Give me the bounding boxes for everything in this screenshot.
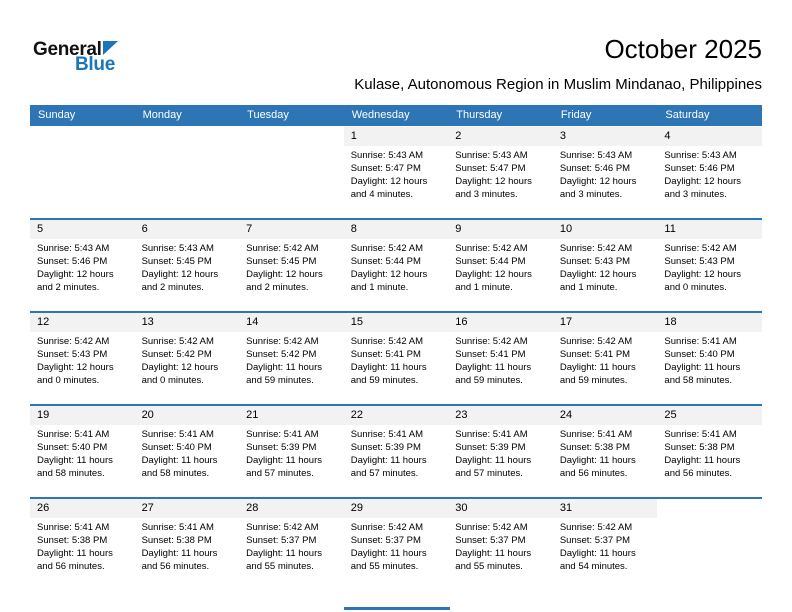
day-number: 16 — [448, 313, 553, 332]
day-cell-9 — [448, 220, 553, 311]
day-cell-empty — [135, 127, 240, 218]
daylight-text: Daylight: 12 hours and 0 minutes. — [664, 269, 741, 293]
day-cell-10 — [553, 220, 658, 311]
day-number: 26 — [30, 499, 135, 518]
daylight-text: Daylight: 12 hours and 4 minutes. — [350, 176, 428, 200]
day-cell-28 — [239, 499, 344, 590]
daylight-text: Daylight: 11 hours and 58 minutes. — [664, 362, 741, 386]
day-number: 25 — [657, 406, 762, 425]
day-cell-20 — [135, 406, 240, 497]
day-cell-12 — [30, 313, 135, 404]
day-details — [657, 239, 762, 294]
daylight-text: Daylight: 11 hours and 59 minutes. — [350, 362, 427, 386]
day-details — [30, 518, 135, 573]
day-details — [657, 146, 762, 201]
sunrise-text: Sunrise: 5:42 AM — [350, 522, 424, 533]
sunset-text: Sunset: 5:38 PM — [141, 535, 212, 546]
sunset-text: Sunset: 5:37 PM — [455, 535, 526, 546]
location-subtitle: Kulase, Autonomous Region in Muslim Mindanao, Philippines — [354, 76, 762, 93]
day-details — [448, 146, 553, 201]
calendar-grid — [30, 126, 762, 590]
day-number: 4 — [657, 127, 762, 146]
day-cell-29 — [344, 499, 449, 590]
sunrise-text: Sunrise: 5:42 AM — [37, 336, 110, 347]
day-cell-17 — [553, 313, 658, 404]
sunrise-text: Sunrise: 5:42 AM — [246, 243, 319, 254]
weekday-header-wednesday: Wednesday — [351, 109, 410, 121]
weekday-header-friday: Friday — [560, 109, 592, 121]
day-cell-empty — [30, 127, 135, 218]
sunset-text: Sunset: 5:40 PM — [664, 349, 735, 360]
day-details — [239, 425, 344, 480]
day-details — [344, 332, 449, 387]
day-cell-27 — [135, 499, 240, 590]
day-cell-21 — [239, 406, 344, 497]
day-cell-3 — [553, 127, 658, 218]
day-details — [30, 425, 135, 480]
sunrise-text: Sunrise: 5:42 AM — [559, 243, 633, 254]
day-cell-6 — [135, 220, 240, 311]
day-cell-empty — [239, 127, 344, 218]
daylight-text: Daylight: 11 hours and 56 minutes. — [37, 548, 113, 572]
sunrise-text: Sunrise: 5:43 AM — [664, 150, 737, 161]
day-number: 19 — [30, 406, 135, 425]
day-number: 27 — [135, 499, 240, 518]
day-details — [135, 518, 240, 573]
day-cell-16 — [448, 313, 553, 404]
day-details — [657, 425, 762, 480]
sunset-text: Sunset: 5:40 PM — [37, 442, 108, 453]
sunrise-text: Sunrise: 5:41 AM — [664, 336, 737, 347]
logo-text-general: General — [33, 39, 102, 60]
week-row-5 — [30, 497, 762, 590]
daylight-text: Daylight: 12 hours and 3 minutes. — [559, 176, 637, 200]
day-details — [344, 146, 449, 201]
sunset-text: Sunset: 5:39 PM — [455, 442, 526, 453]
day-details — [344, 239, 449, 294]
day-cell-11 — [657, 220, 762, 311]
sunrise-text: Sunrise: 5:42 AM — [246, 336, 319, 347]
day-cell-31 — [553, 499, 658, 590]
sunrise-text: Sunrise: 5:43 AM — [455, 150, 528, 161]
daylight-text: Daylight: 12 hours and 1 minute. — [559, 269, 637, 293]
day-number: 6 — [135, 220, 240, 239]
day-cell-7 — [239, 220, 344, 311]
sunrise-text: Sunrise: 5:41 AM — [559, 429, 633, 440]
sunrise-text: Sunrise: 5:42 AM — [664, 243, 737, 254]
daylight-text: Daylight: 11 hours and 59 minutes. — [559, 362, 636, 386]
sunset-text: Sunset: 5:39 PM — [246, 442, 317, 453]
sunrise-text: Sunrise: 5:42 AM — [455, 243, 528, 254]
daylight-text: Daylight: 11 hours and 56 minutes. — [664, 455, 741, 479]
day-cell-18 — [657, 313, 762, 404]
day-number: 8 — [344, 220, 449, 239]
weekday-header-tuesday: Tuesday — [247, 109, 289, 121]
day-details — [344, 518, 449, 573]
day-number: 21 — [239, 406, 344, 425]
day-cell-8 — [344, 220, 449, 311]
sunrise-text: Sunrise: 5:43 AM — [37, 243, 110, 254]
day-number: 30 — [448, 499, 553, 518]
day-details — [448, 518, 553, 573]
daylight-text: Daylight: 11 hours and 59 minutes. — [246, 362, 323, 386]
daylight-text: Daylight: 12 hours and 3 minutes. — [664, 176, 741, 200]
day-details — [553, 518, 658, 573]
day-number: 22 — [344, 406, 449, 425]
sunrise-text: Sunrise: 5:42 AM — [350, 336, 424, 347]
daylight-text: Daylight: 11 hours and 55 minutes. — [350, 548, 427, 572]
sunrise-text: Sunrise: 5:42 AM — [455, 336, 528, 347]
sunset-text: Sunset: 5:38 PM — [37, 535, 108, 546]
sunset-text: Sunset: 5:38 PM — [559, 442, 631, 453]
daylight-text: Daylight: 11 hours and 56 minutes. — [559, 455, 636, 479]
sunset-text: Sunset: 5:47 PM — [455, 163, 526, 174]
sunset-text: Sunset: 5:40 PM — [141, 442, 212, 453]
header-titles — [354, 34, 762, 93]
sunrise-text: Sunrise: 5:41 AM — [37, 429, 110, 440]
day-number: 18 — [657, 313, 762, 332]
day-number: 24 — [553, 406, 658, 425]
daylight-text: Daylight: 11 hours and 54 minutes. — [559, 548, 636, 572]
sunrise-text: Sunrise: 5:41 AM — [141, 522, 214, 533]
weekday-header-saturday: Saturday — [665, 109, 710, 121]
day-number: 29 — [344, 499, 449, 518]
day-cell-24 — [553, 406, 658, 497]
day-number: 11 — [657, 220, 762, 239]
sunrise-text: Sunrise: 5:43 AM — [559, 150, 633, 161]
day-cell-14 — [239, 313, 344, 404]
sunset-text: Sunset: 5:43 PM — [559, 256, 631, 267]
sunrise-text: Sunrise: 5:42 AM — [141, 336, 214, 347]
day-cell-4 — [657, 127, 762, 218]
sunrise-text: Sunrise: 5:41 AM — [455, 429, 528, 440]
sunset-text: Sunset: 5:41 PM — [350, 349, 421, 360]
sunset-text: Sunset: 5:45 PM — [246, 256, 317, 267]
day-cell-2 — [448, 127, 553, 218]
daylight-text: Daylight: 12 hours and 1 minute. — [455, 269, 532, 293]
footer-line — [344, 607, 450, 610]
daylight-text: Daylight: 11 hours and 59 minutes. — [455, 362, 532, 386]
day-number: 12 — [30, 313, 135, 332]
day-number: 23 — [448, 406, 553, 425]
day-cell-26 — [30, 499, 135, 590]
sunrise-text: Sunrise: 5:41 AM — [664, 429, 737, 440]
daylight-text: Daylight: 11 hours and 57 minutes. — [246, 455, 323, 479]
day-number: 20 — [135, 406, 240, 425]
sunset-text: Sunset: 5:37 PM — [246, 535, 317, 546]
daylight-text: Daylight: 12 hours and 1 minute. — [350, 269, 428, 293]
weekday-header-row — [30, 105, 762, 126]
day-cell-15 — [344, 313, 449, 404]
day-details — [553, 425, 658, 480]
day-cell-5 — [30, 220, 135, 311]
day-details — [239, 332, 344, 387]
month-title: October 2025 — [604, 34, 762, 64]
sunset-text: Sunset: 5:37 PM — [559, 535, 631, 546]
day-cell-19 — [30, 406, 135, 497]
sunset-text: Sunset: 5:42 PM — [141, 349, 212, 360]
week-row-3 — [30, 311, 762, 404]
sunrise-text: Sunrise: 5:43 AM — [350, 150, 424, 161]
day-cell-22 — [344, 406, 449, 497]
sunrise-text: Sunrise: 5:41 AM — [350, 429, 424, 440]
day-cell-13 — [135, 313, 240, 404]
sunset-text: Sunset: 5:46 PM — [664, 163, 735, 174]
day-number: 31 — [553, 499, 658, 518]
day-details — [344, 425, 449, 480]
daylight-text: Daylight: 12 hours and 0 minutes. — [37, 362, 114, 386]
sunset-text: Sunset: 5:41 PM — [455, 349, 526, 360]
weekday-header-monday: Monday — [142, 109, 182, 121]
sunset-text: Sunset: 5:38 PM — [664, 442, 735, 453]
sunset-text: Sunset: 5:44 PM — [455, 256, 526, 267]
day-details — [448, 425, 553, 480]
daylight-text: Daylight: 12 hours and 2 minutes. — [37, 269, 114, 293]
day-cell-25 — [657, 406, 762, 497]
day-cell-23 — [448, 406, 553, 497]
daylight-text: Daylight: 11 hours and 57 minutes. — [350, 455, 427, 479]
weekday-header-thursday: Thursday — [456, 109, 503, 121]
sunrise-text: Sunrise: 5:42 AM — [350, 243, 424, 254]
day-number: 15 — [344, 313, 449, 332]
sunset-text: Sunset: 5:41 PM — [559, 349, 631, 360]
day-details — [239, 239, 344, 294]
sunset-text: Sunset: 5:37 PM — [350, 535, 421, 546]
day-details — [553, 332, 658, 387]
day-cell-1 — [344, 127, 449, 218]
daylight-text: Daylight: 12 hours and 2 minutes. — [141, 269, 219, 293]
daylight-text: Daylight: 11 hours and 55 minutes. — [246, 548, 323, 572]
day-details — [135, 425, 240, 480]
sunset-text: Sunset: 5:46 PM — [37, 256, 108, 267]
sunset-text: Sunset: 5:44 PM — [350, 256, 421, 267]
day-cell-empty — [657, 499, 762, 590]
logo-triangle-icon — [103, 41, 118, 55]
sunrise-text: Sunrise: 5:43 AM — [141, 243, 214, 254]
sunrise-text: Sunrise: 5:41 AM — [141, 429, 214, 440]
day-number: 17 — [553, 313, 658, 332]
sunset-text: Sunset: 5:46 PM — [559, 163, 631, 174]
day-details — [30, 239, 135, 294]
day-number: 3 — [553, 127, 658, 146]
daylight-text: Daylight: 11 hours and 56 minutes. — [141, 548, 218, 572]
sunrise-text: Sunrise: 5:41 AM — [246, 429, 319, 440]
week-row-2 — [30, 218, 762, 311]
weekday-header-sunday: Sunday — [38, 109, 76, 121]
daylight-text: Daylight: 12 hours and 3 minutes. — [455, 176, 532, 200]
day-details — [239, 518, 344, 573]
day-number: 10 — [553, 220, 658, 239]
sunset-text: Sunset: 5:45 PM — [141, 256, 212, 267]
daylight-text: Daylight: 11 hours and 57 minutes. — [455, 455, 532, 479]
day-number: 7 — [239, 220, 344, 239]
sunrise-text: Sunrise: 5:41 AM — [37, 522, 110, 533]
sunset-text: Sunset: 5:47 PM — [350, 163, 421, 174]
week-row-4 — [30, 404, 762, 497]
day-details — [448, 332, 553, 387]
sunrise-text: Sunrise: 5:42 AM — [455, 522, 528, 533]
daylight-text: Daylight: 12 hours and 0 minutes. — [141, 362, 219, 386]
daylight-text: Daylight: 11 hours and 58 minutes. — [37, 455, 113, 479]
day-details — [135, 239, 240, 294]
day-number: 2 — [448, 127, 553, 146]
day-details — [553, 239, 658, 294]
day-details — [30, 332, 135, 387]
day-number: 13 — [135, 313, 240, 332]
sunrise-text: Sunrise: 5:42 AM — [559, 522, 633, 533]
logo — [33, 40, 118, 74]
day-number: 28 — [239, 499, 344, 518]
daylight-text: Daylight: 11 hours and 58 minutes. — [141, 455, 218, 479]
day-number: 1 — [344, 127, 449, 146]
sunset-text: Sunset: 5:39 PM — [350, 442, 421, 453]
daylight-text: Daylight: 11 hours and 55 minutes. — [455, 548, 532, 572]
sunrise-text: Sunrise: 5:42 AM — [246, 522, 319, 533]
logo-text-blue: Blue — [75, 54, 115, 75]
day-cell-30 — [448, 499, 553, 590]
day-details — [657, 332, 762, 387]
day-number: 9 — [448, 220, 553, 239]
day-details — [553, 146, 658, 201]
sunset-text: Sunset: 5:42 PM — [246, 349, 317, 360]
calendar-table — [30, 105, 762, 590]
sunset-text: Sunset: 5:43 PM — [664, 256, 735, 267]
sunrise-text: Sunrise: 5:42 AM — [559, 336, 633, 347]
daylight-text: Daylight: 12 hours and 2 minutes. — [246, 269, 323, 293]
day-details — [448, 239, 553, 294]
sunset-text: Sunset: 5:43 PM — [37, 349, 108, 360]
day-number: 5 — [30, 220, 135, 239]
week-row-1 — [30, 126, 762, 218]
day-number: 14 — [239, 313, 344, 332]
day-details — [135, 332, 240, 387]
